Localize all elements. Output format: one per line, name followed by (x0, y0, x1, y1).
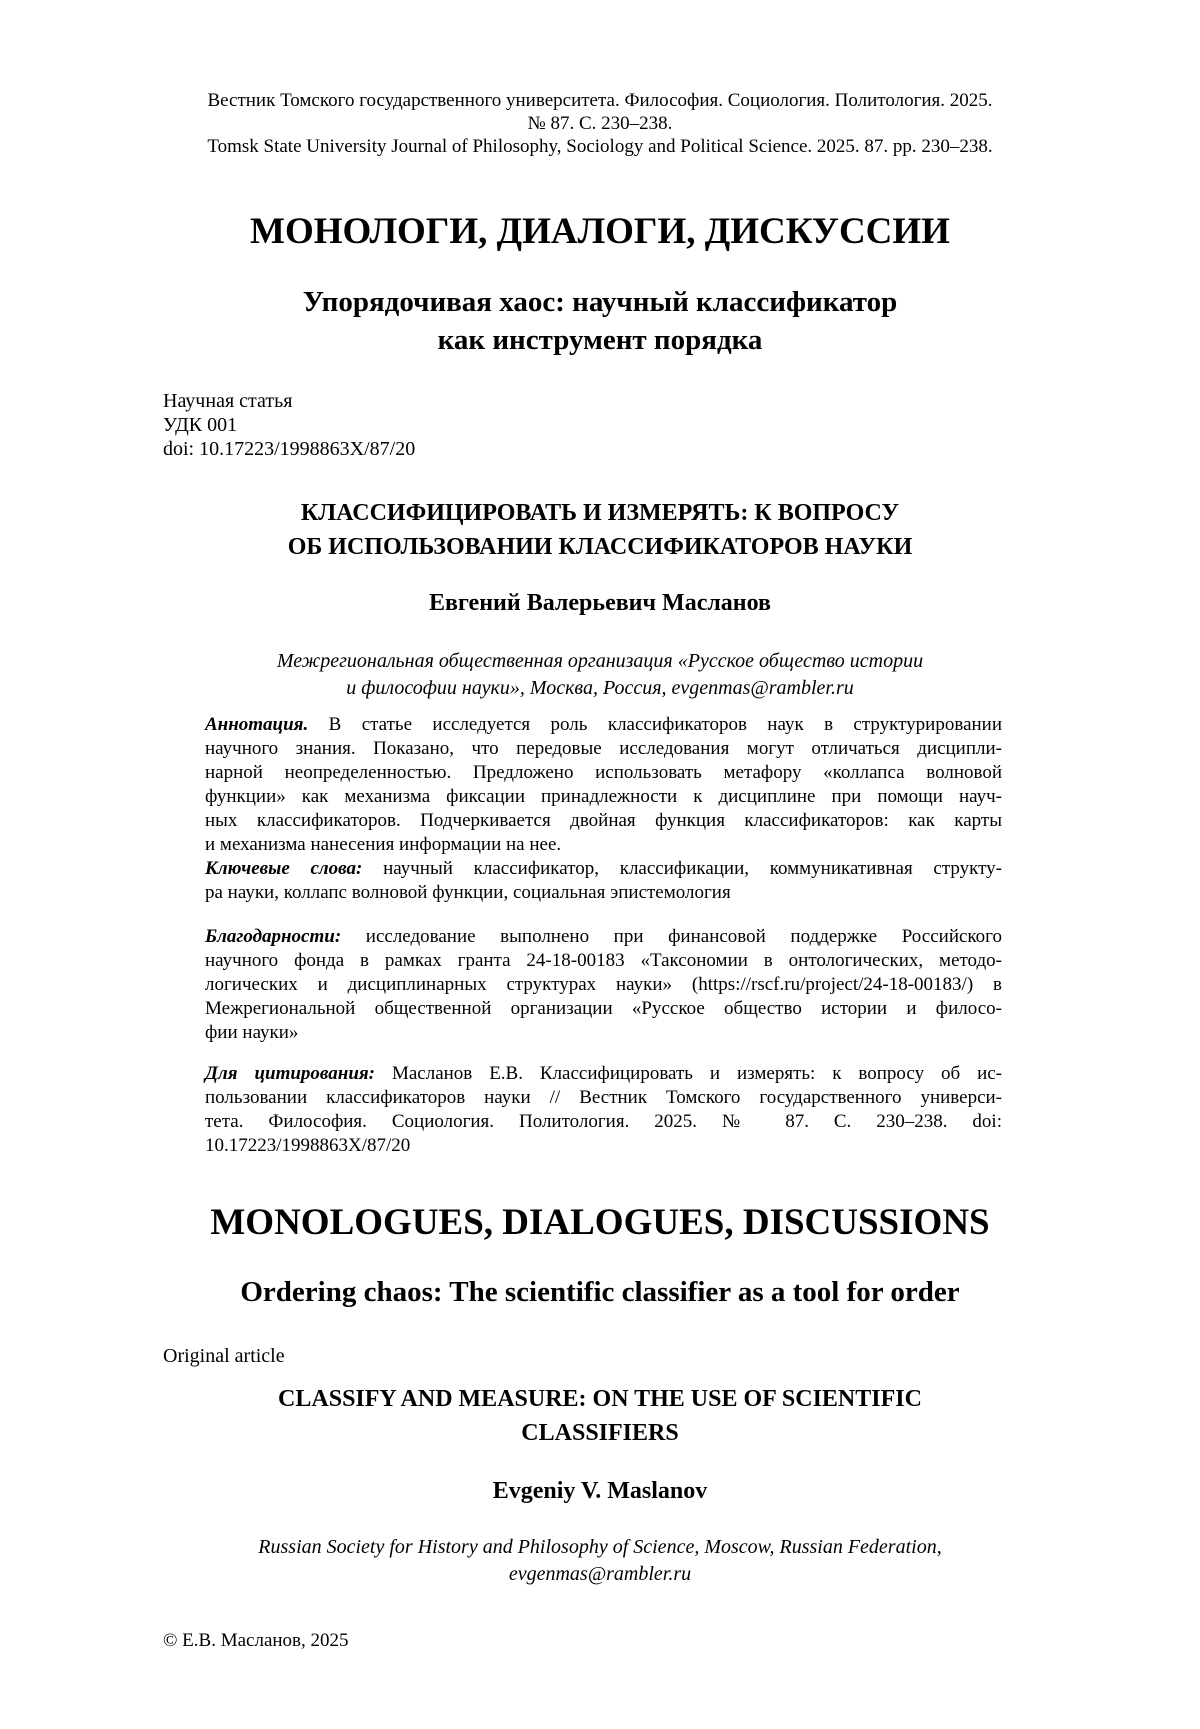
section-title-en: MONOLOGUES, DIALOGUES, DISCUSSIONS (210, 1202, 990, 1243)
ack-label: Благодарности: (205, 926, 342, 947)
journal-header-ru-line1: Вестник Томского государственного университета. Философия. Социология. Политология. 2025. (207, 90, 993, 111)
copyright: © Е.В. Масланов, 2025 (163, 1630, 349, 1651)
affiliation-en-line2: evgenmas@rambler.ru (508, 1563, 692, 1585)
udc-code: УДК 001 (163, 414, 238, 436)
article-subtitle-ru (140, 283, 1060, 359)
affiliation-en-line1: Russian Society for History and Philosophy of Science, Moscow, Russian Federation, (258, 1536, 942, 1558)
citation-line: 10.17223/1998863X/87/20 (205, 1135, 411, 1156)
citation-label: Для цитирования: (205, 1063, 376, 1084)
article-subtitle-ru-line1: Упорядочивая хаос: научный классификатор (302, 286, 898, 318)
abstract-line: научного знания. Показано, что передовые исследования могут отличаться дисципли- (205, 738, 1002, 759)
affiliation-ru-line1: Межрегиональная общественная организация «Русское общество истории (276, 650, 924, 672)
ack-text: исследование выполнено при финансовой поддержке Российского (365, 926, 1003, 947)
article-title-ru (140, 496, 1060, 564)
ack-line: Межрегиональной общественной организации «Русское общество истории и филосо- (205, 998, 1002, 1019)
author-ru: Евгений Валерьевич Масланов (429, 590, 771, 616)
keywords-text: научный классификатор, классификации, коммуникативная структу- (383, 858, 1002, 879)
article-title-en-line1: CLASSIFY AND MEASURE: ON THE USE OF SCIENTIFIC (278, 1386, 922, 1412)
citation-text: Масланов Е.В. Классифицировать и измерять: к вопросу об ис- (391, 1063, 1003, 1084)
section-title-ru: МОНОЛОГИ, ДИАЛОГИ, ДИСКУССИИ (250, 211, 950, 252)
ack-line (205, 925, 1002, 949)
abstract-line: и механизма нанесения информации на нее. (205, 834, 562, 855)
abstract-line: нарной неопределенностью. Предложено использовать метафору «коллапса волновой (205, 762, 1002, 783)
citation-line: пользовании классификаторов науки // Вестник Томского государственного универси- (205, 1087, 1002, 1108)
acknowledgements (205, 925, 1002, 1045)
citation-line: тета. Философия. Социология. Политология. 2025. № 87. С. 230–238. doi: (205, 1111, 1002, 1132)
journal-header-ru-line2: № 87. С. 230–238. (527, 113, 673, 134)
author-en: Evgeniy V. Maslanov (492, 1478, 708, 1504)
citation (205, 1062, 1002, 1158)
journal-header-en-line: Tomsk State University Journal of Philosophy, Sociology and Political Science. 2025. 87. pp. 230–238. (207, 136, 993, 157)
article-title-ru-line1: КЛАССИФИЦИРОВАТЬ И ИЗМЕРЯТЬ: К ВОПРОСУ (300, 500, 900, 526)
article-title-en (140, 1382, 1060, 1450)
abstract-line (205, 713, 1002, 737)
abstract-text: В статье исследуется роль классификаторов наук в структурировании (328, 714, 1003, 735)
ack-line: научного фонда в рамках гранта 24-18-00183 «Таксономии в онтологических, методо- (205, 950, 1002, 971)
keywords-line: ра науки, коллапс волновой функции, социальная эпистемология (205, 882, 731, 903)
article-title-en-line2: CLASSIFIERS (521, 1420, 679, 1446)
keywords-label: Ключевые слова: (205, 858, 363, 879)
affiliation-en (140, 1534, 1060, 1588)
citation-line (205, 1062, 1002, 1086)
abstract-label: Аннотация. (205, 714, 309, 735)
abstract (205, 713, 1002, 905)
abstract-line: ных классификаторов. Подчеркивается двойная функция классификаторов: как карты (205, 810, 1002, 831)
article-type-ru: Научная статья (163, 390, 293, 412)
article-subtitle-en: Ordering chaos: The scientific classifier as a tool for order (240, 1276, 960, 1308)
affiliation-ru-line2: и философии науки», Москва, Россия, evgenmas@rambler.ru (346, 677, 854, 699)
doi: doi: 10.17223/1998863X/87/20 (163, 438, 416, 460)
article-subtitle-ru-line2: как инструмент порядка (437, 324, 763, 356)
affiliation-ru (140, 648, 1060, 702)
ack-line: логических и дисциплинарных структурах науки» (https://rscf.ru/project/24-18-00183/) в (205, 974, 1002, 995)
journal-header (140, 89, 1060, 158)
ack-line: фии науки» (205, 1022, 299, 1043)
article-meta-ru (163, 389, 763, 461)
article-type-en: Original article (163, 1345, 285, 1367)
abstract-line: функции» как механизма фиксации принадлежности к дисциплине при помощи науч- (205, 786, 1002, 807)
keywords-line (205, 857, 1002, 881)
article-title-ru-line2: ОБ ИСПОЛЬЗОВАНИИ КЛАССИФИКАТОРОВ НАУКИ (287, 534, 913, 560)
